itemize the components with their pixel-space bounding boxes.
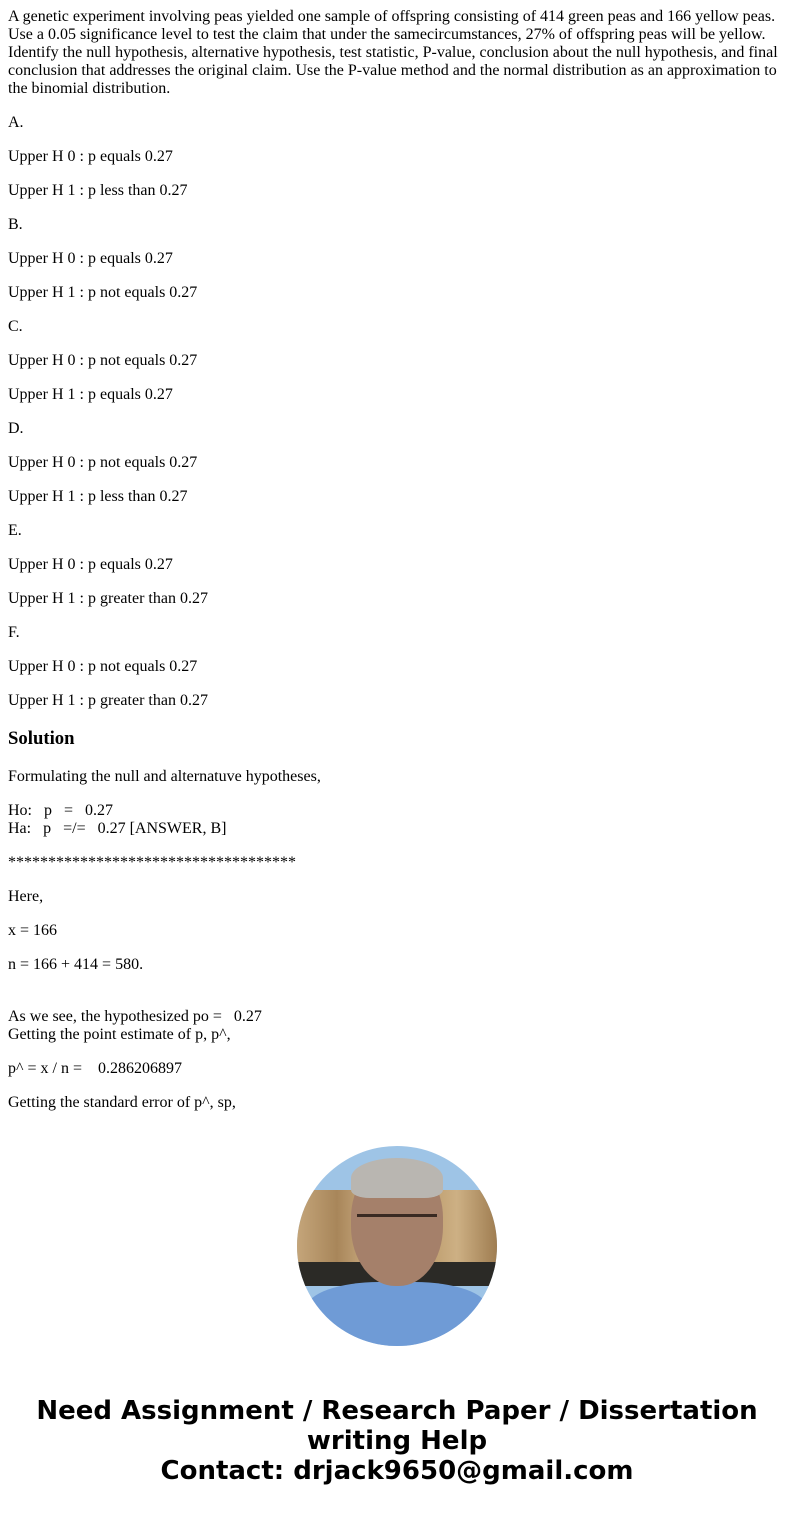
hypotheses-block [8, 802, 786, 838]
avatar-hair [351, 1158, 443, 1198]
alt-hypothesis: Ha: p =/= 0.27 [ANSWER, B] [8, 820, 227, 837]
option-h1: Upper H 1 : p less than 0.27 [8, 488, 188, 505]
avatar-glasses [357, 1214, 437, 1233]
option-h1: Upper H 1 : p greater than 0.27 [8, 590, 208, 607]
banner-line-1: Need Assignment / Research Paper / Dissertation writing Help [36, 1396, 758, 1456]
po-value: As we see, the hypothesized po = 0.27 [8, 1008, 262, 1025]
separator: ************************************ [8, 854, 296, 871]
here-text: Here, [8, 888, 44, 905]
option-a [8, 114, 786, 200]
x-value: x = 166 [8, 922, 58, 939]
option-h0: Upper H 0 : p not equals 0.27 [8, 454, 198, 471]
option-d [8, 420, 786, 506]
avatar-shirt [307, 1282, 487, 1346]
option-label: D. [8, 420, 24, 437]
null-hypothesis: Ho: p = 0.27 [8, 802, 114, 819]
option-label: E. [8, 522, 22, 539]
question-text: A genetic experiment involving peas yielded one sample of offspring consisting of 414 green peas and 166 yellow peas. Use a 0.05 significance level to test the claim that under the samecircumstances, 27% of offspring peas will be yellow. Identify the null hypothesis, alternative hypothesis, test statistic, P-value, conclusion about the null hypothesis, and final conclusion that addresses the original claim. Use the P-value method and the normal distribution as an approximation to the binomial distribution. [8, 8, 778, 97]
point-estimate-text: Getting the point estimate of p, p^, [8, 1026, 231, 1043]
avatar [297, 1146, 497, 1346]
option-h1: Upper H 1 : p greater than 0.27 [8, 692, 208, 709]
option-label: C. [8, 318, 23, 335]
solution-heading: Solution [8, 728, 75, 749]
avatar-container [0, 1146, 794, 1346]
option-label: B. [8, 216, 23, 233]
standard-error-text: Getting the standard error of p^, sp, [8, 1094, 236, 1111]
option-h0: Upper H 0 : p not equals 0.27 [8, 658, 198, 675]
solution-intro: Formulating the null and alternatuve hypotheses, [8, 768, 321, 785]
option-c [8, 318, 786, 404]
option-h1: Upper H 1 : p equals 0.27 [8, 386, 173, 403]
option-b [8, 216, 786, 302]
contact-banner [0, 1396, 794, 1486]
option-label: F. [8, 624, 20, 641]
banner-contact: Contact: drjack9650@gmail.com [160, 1456, 634, 1486]
estimate-block [8, 1008, 786, 1044]
option-e [8, 522, 786, 608]
document-body [0, 8, 794, 1112]
option-label: A. [8, 114, 24, 131]
n-value: n = 166 + 414 = 580. [8, 956, 144, 973]
phat-value: p^ = x / n = 0.286206897 [8, 1060, 182, 1077]
option-h0: Upper H 0 : p not equals 0.27 [8, 352, 198, 369]
option-h1: Upper H 1 : p less than 0.27 [8, 182, 188, 199]
option-h0: Upper H 0 : p equals 0.27 [8, 556, 173, 573]
option-h0: Upper H 0 : p equals 0.27 [8, 148, 173, 165]
option-h0: Upper H 0 : p equals 0.27 [8, 250, 173, 267]
option-f [8, 624, 786, 710]
option-h1: Upper H 1 : p not equals 0.27 [8, 284, 198, 301]
